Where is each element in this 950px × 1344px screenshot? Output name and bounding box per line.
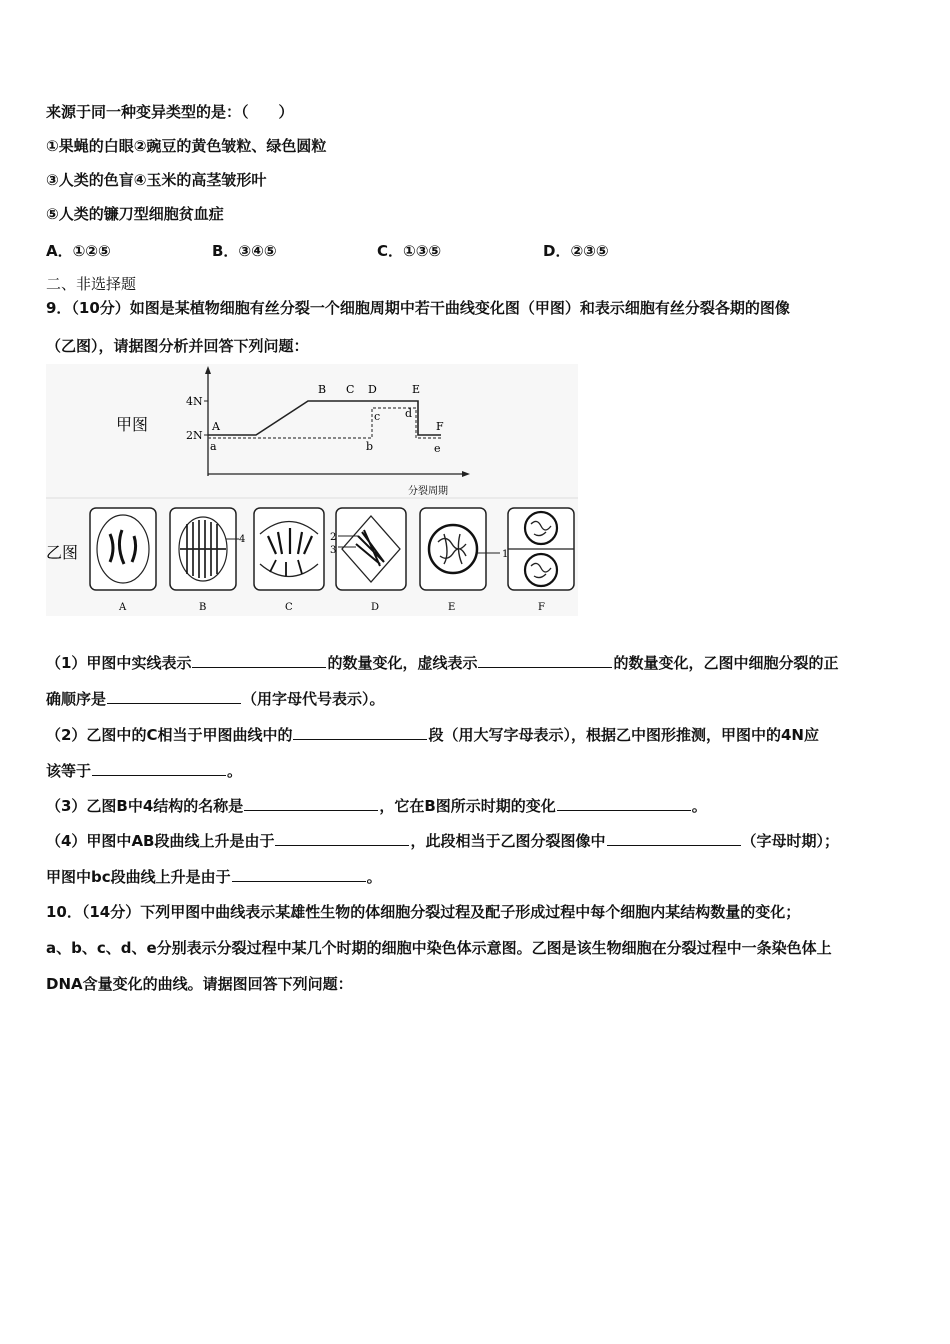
cell-D (336, 508, 406, 590)
y-label-2n: 2N (186, 429, 203, 442)
q9-stem-line2: （乙图），请据图分析并回答下列问题： (46, 337, 309, 355)
q8-item-3: ⑤人类的镰刀型细胞贫血症 (46, 205, 224, 223)
answer-blank-1[interactable] (192, 652, 326, 668)
point-B: B (318, 383, 327, 396)
q9-sub2-line2: 该等于 。 (46, 762, 243, 780)
cell-B (170, 508, 239, 590)
point-d: d (405, 407, 413, 420)
cell-label-F: F (538, 602, 545, 613)
cell-label-B: B (199, 602, 207, 613)
structure-number-1: 1 (502, 549, 509, 560)
structure-number-3: 3 (330, 545, 337, 556)
q8-item-2: ③人类的色盲④玉米的高茎皱形叶 (46, 171, 267, 189)
structure-number-4: 4 (239, 534, 246, 545)
q9-sub4-line1: （4）甲图中AB段曲线上升是由于 ，此段相当于乙图分裂图像中 （字母时期）； (46, 832, 840, 850)
cell-A (90, 508, 156, 590)
cell-F (508, 508, 574, 590)
q8-stem: 来源于同一种变异类型的是：（ ） (46, 103, 294, 121)
point-a: a (210, 440, 217, 453)
point-F: F (436, 420, 444, 433)
q8-item-1: ①果蝇的白眼②豌豆的黄色皱粒、绿色圆粒 (46, 137, 327, 155)
section-title: 二、非选择题 (46, 275, 137, 293)
q9-figure (46, 364, 578, 616)
q10-line1: 10．（14分）下列甲图中曲线表示某雄性生物的体细胞分裂过程及配子形成过程中每个细胞内某结构数量的变化； (46, 903, 801, 921)
answer-blank-8[interactable] (275, 830, 409, 846)
y-label-4n: 4N (186, 395, 203, 408)
cell-label-C: C (285, 602, 293, 613)
answer-blank-5[interactable] (92, 760, 226, 776)
point-c: c (374, 410, 381, 423)
cell-C (254, 508, 324, 590)
point-e: e (434, 442, 441, 455)
q8-option-a[interactable]: A．①②⑤ (46, 242, 111, 260)
q8-option-c[interactable]: C．①③⑤ (377, 242, 442, 260)
answer-blank-4[interactable] (293, 724, 427, 740)
answer-blank-3[interactable] (107, 688, 241, 704)
q9-stem-line1: 9．（10分）如图是某植物细胞有丝分裂一个细胞周期中若干曲线变化图（甲图）和表示细胞有丝分裂各期的图像 (46, 299, 790, 317)
q10-line3: DNA含量变化的曲线。请据图回答下列问题： (46, 975, 353, 993)
jia-label: 甲图 (116, 415, 149, 434)
answer-blank-7[interactable] (557, 795, 691, 811)
q10-line2: a、b、c、d、e分别表示分裂过程中某几个时期的细胞中染色体示意图。乙图是该生物细胞在分裂过程中一条染色体上 (46, 939, 832, 957)
yi-label: 乙图 (46, 543, 79, 562)
point-A: A (212, 420, 220, 433)
point-D: D (368, 383, 377, 396)
point-b: b (366, 440, 374, 453)
q9-sub4-line2: 甲图中bc段曲线上升是由于 。 (46, 868, 382, 886)
point-E: E (412, 383, 421, 396)
q9-sub1-line1: （1）甲图中实线表示 的数量变化，虚线表示 的数量变化，乙图中细胞分裂的正 (46, 654, 839, 672)
x-axis-label: 分裂周期 (408, 486, 448, 497)
structure-number-2: 2 (330, 532, 337, 543)
cell-label-A: A (119, 602, 127, 613)
q9-sub2-line1: （2）乙图中的C相当于甲图曲线中的 段（用大写字母表示），根据乙中图形推测，甲图中的4N应 (46, 726, 819, 744)
q9-sub1-line2: 确顺序是 （用字母代号表示）。 (46, 690, 385, 708)
answer-blank-9[interactable] (607, 830, 741, 846)
answer-blank-2[interactable] (478, 652, 612, 668)
point-C: C (346, 383, 355, 396)
cell-label-E: E (448, 602, 456, 613)
q8-option-d[interactable]: D．②③⑤ (543, 242, 609, 260)
q9-sub3: （3）乙图B中4结构的名称是 ，它在B图所示时期的变化 。 (46, 797, 707, 815)
answer-blank-6[interactable] (244, 795, 378, 811)
q8-option-b[interactable]: B．③④⑤ (212, 242, 277, 260)
cell-label-D: D (371, 602, 380, 613)
answer-blank-10[interactable] (232, 866, 366, 882)
